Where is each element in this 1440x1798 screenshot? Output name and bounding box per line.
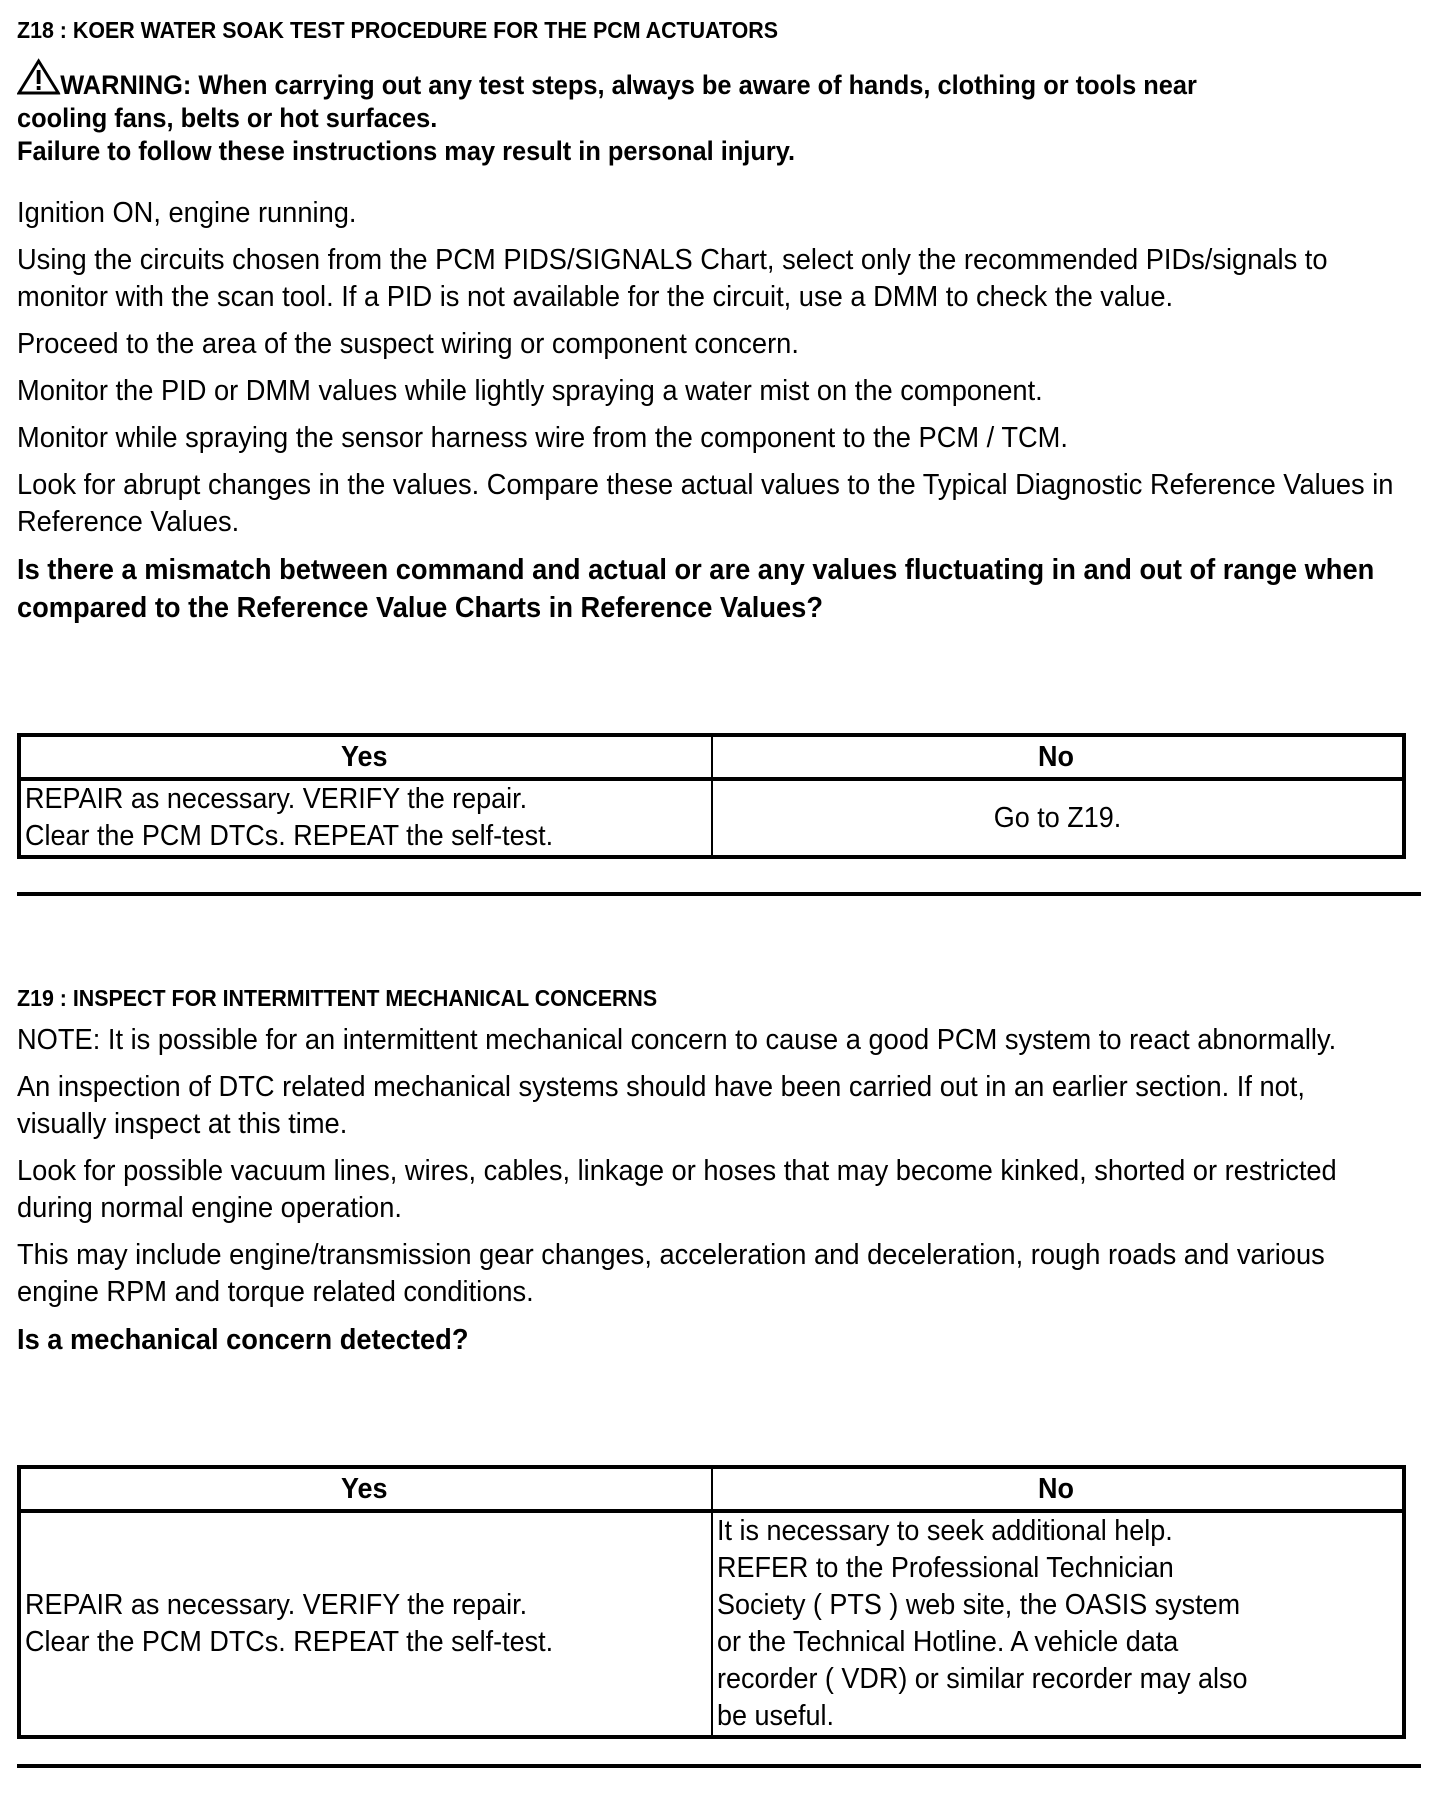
z18-warning [17, 58, 1427, 168]
no-header: No [712, 1467, 1405, 1511]
warning-line-2: cooling fans, belts or hot surfaces. [17, 103, 438, 133]
z18-section [17, 16, 1421, 168]
warning-line-1: WARNING: When carrying out any test steps, always be aware of hands, clothing or tools near [60, 70, 1197, 100]
z18-step: Using the circuits chosen from the PCM PIDS/SIGNALS Chart, select only the recommended PIDs/signals to monitor with the scan tool. If a PID is not available for the circuit, use a DMM to check the value. [17, 244, 1328, 313]
section-divider [17, 892, 1421, 896]
z18-step: Monitor while spraying the sensor harness wire from the component to the PCM / TCM. [17, 422, 1068, 454]
no-cell [712, 779, 1405, 857]
z19-step: An inspection of DTC related mechanical systems should have been carried out in an earlier section. If not, visually inspect at this time. [17, 1071, 1305, 1140]
z19-decision-table [17, 1465, 1406, 1739]
z18-decision-table [17, 733, 1406, 859]
z19-question: Is a mechanical concern detected? [17, 1324, 469, 1356]
yes-header: Yes [19, 735, 712, 779]
z18-step: Proceed to the area of the suspect wiring or component concern. [17, 328, 799, 360]
z18-question: Is there a mismatch between command and actual or are any values fluctuating in and out of range when compared to the Reference Value Charts in Reference Values? [17, 554, 1375, 624]
warning-triangle-icon [17, 58, 60, 96]
z19-step: Look for possible vacuum lines, wires, cables, linkage or hoses that may become kinked, shorted or restricted during normal engine operation. [17, 1155, 1337, 1224]
goto-z19-link[interactable]: Go to Z19. [993, 801, 1121, 834]
warning-line-3: Failure to follow these instructions may result in personal injury. [17, 136, 795, 166]
no-cell: It is necessary to seek additional help. REFER to the Professional Technician Society ( PTS ) web site, the OASIS system or the Technical Hotline. A vehicle data recorder ( VDR) or similar recorder may also be useful. [712, 1511, 1405, 1737]
z18-step: Look for abrupt changes in the values. Compare these actual values to the Typical Diagnostic Reference Values in Reference Values. [17, 469, 1394, 538]
z18-step: Ignition ON, engine running. [17, 197, 357, 229]
z19-section [17, 984, 1421, 1012]
z18-heading: Z18 : KOER WATER SOAK TEST PROCEDURE FOR THE PCM ACTUATORS [17, 17, 778, 43]
z18-step: Monitor the PID or DMM values while lightly spraying a water mist on the component. [17, 375, 1043, 407]
z18-steps [17, 195, 1440, 627]
yes-cell: REPAIR as necessary. VERIFY the repair. Clear the PCM DTCs. REPEAT the self-test. [19, 1511, 712, 1737]
yes-header: Yes [19, 1467, 712, 1511]
no-header: No [712, 735, 1405, 779]
yes-cell: REPAIR as necessary. VERIFY the repair. Clear the PCM DTCs. REPEAT the self-test. [19, 779, 712, 857]
z19-heading: Z19 : INSPECT FOR INTERMITTENT MECHANICAL CONCERNS [17, 985, 658, 1011]
z19-step: This may include engine/transmission gear changes, acceleration and deceleration, rough roads and various engine RPM and torque related conditions. [17, 1239, 1325, 1308]
z19-step: NOTE: It is possible for an intermittent mechanical concern to cause a good PCM system to react abnormally. [17, 1024, 1337, 1056]
section-divider [17, 1764, 1421, 1768]
z19-steps [17, 1022, 1421, 1359]
